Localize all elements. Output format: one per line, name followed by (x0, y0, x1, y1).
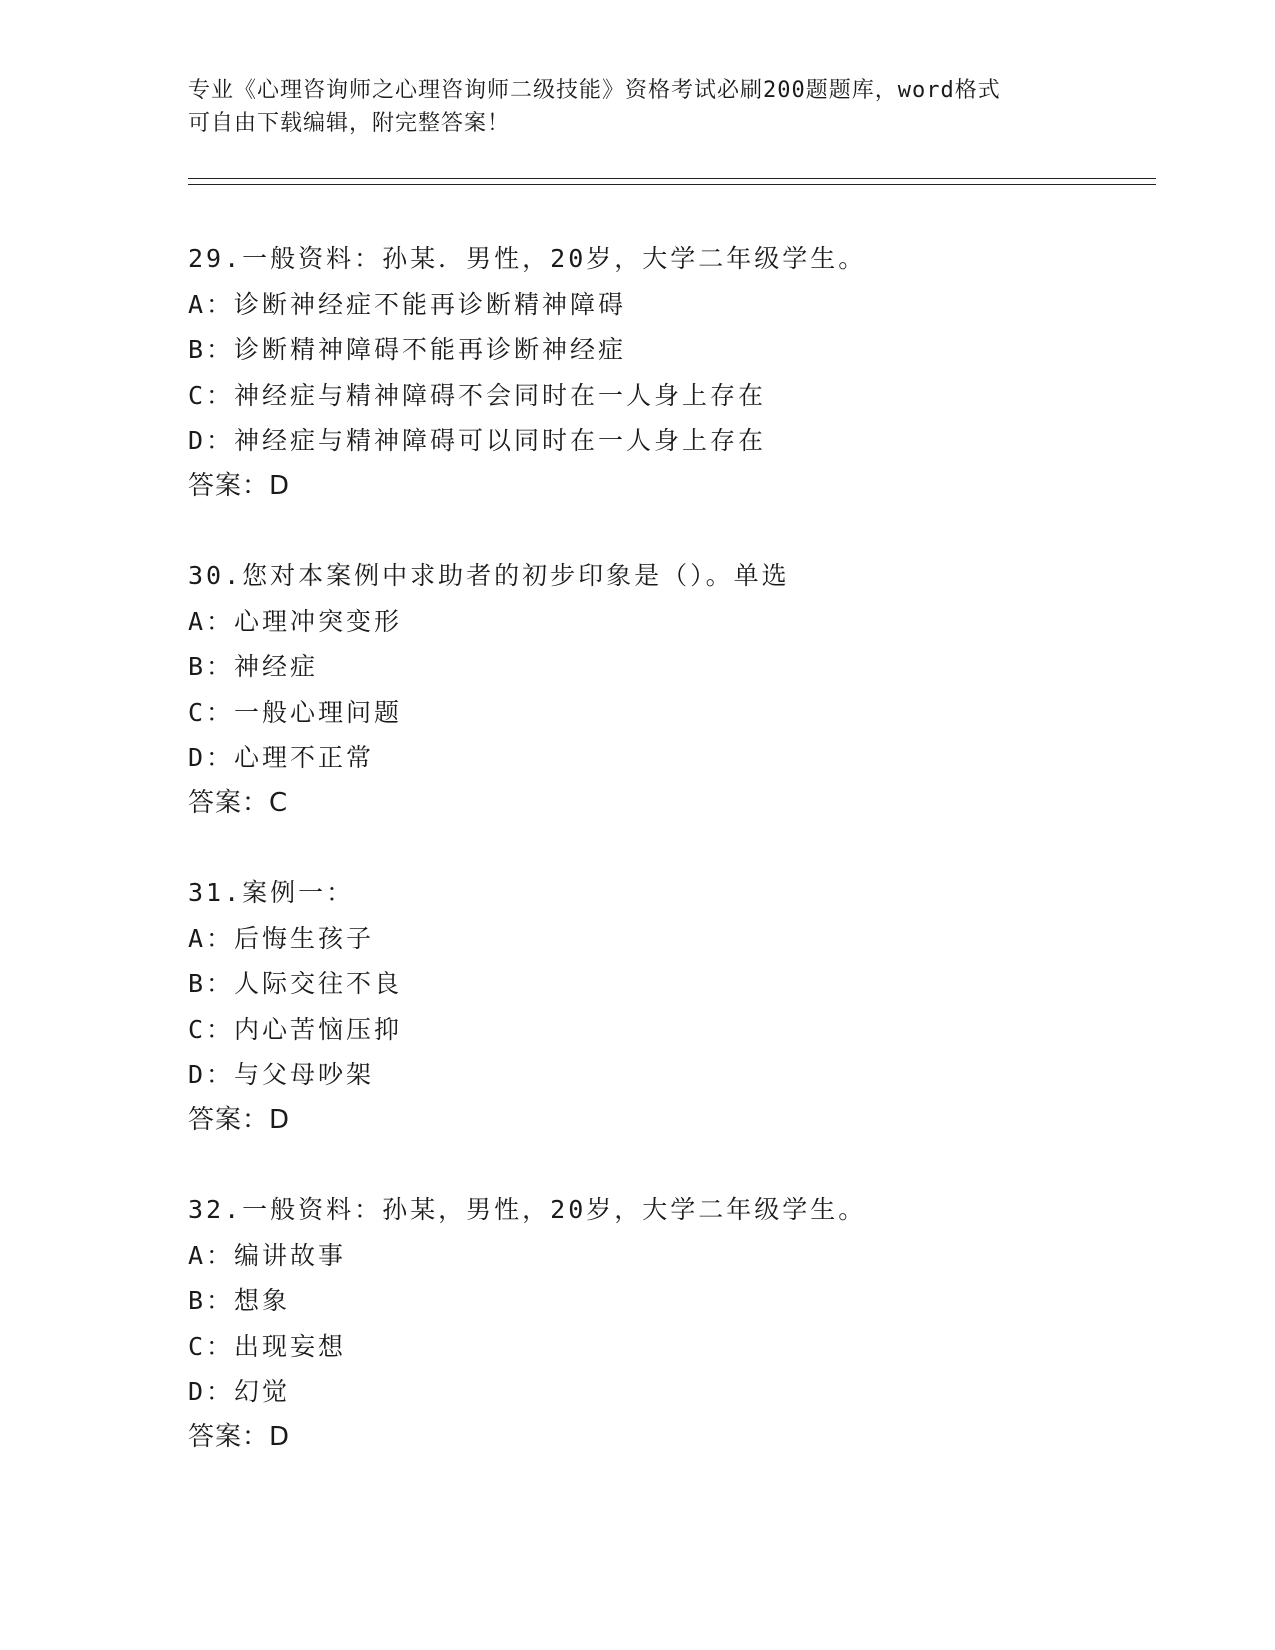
option-c: C：内心苦恼压抑 (188, 1014, 403, 1044)
header-divider (188, 178, 1156, 185)
option-a: A：编讲故事 (188, 1240, 347, 1270)
option-a: A：诊断神经症不能再诊断精神障碍 (188, 289, 627, 319)
answer-line: 答案：D (188, 1421, 291, 1452)
option-b: B：想象 (188, 1286, 291, 1315)
option-c: C：一般心理问题 (188, 697, 403, 727)
question-29 (188, 236, 1148, 509)
question-list (188, 236, 1148, 1504)
option-d: D：心理不正常 (188, 743, 375, 772)
header-line-2: 可自由下载编辑，附完整答案！ (188, 111, 511, 136)
option-a: A：后悔生孩子 (188, 923, 375, 953)
question-30 (188, 553, 1148, 826)
option-b: B：神经症 (188, 652, 319, 681)
option-d: D：与父母吵架 (188, 1060, 375, 1089)
question-stem: 32.一般资料：孙某，男性，20岁，大学二年级学生。 (188, 1195, 867, 1224)
question-stem: 29.一般资料：孙某．男性，20岁，大学二年级学生。 (188, 244, 867, 273)
option-c: C：出现妄想 (188, 1331, 347, 1361)
answer-line: 答案：D (188, 470, 291, 501)
option-c: C：神经症与精神障碍不会同时在一人身上存在 (188, 380, 767, 410)
question-stem: 31.案例一： (188, 878, 355, 907)
question-stem: 30.您对本案例中求助者的初步印象是（）。单选 (188, 561, 790, 590)
option-d: D：神经症与精神障碍可以同时在一人身上存在 (188, 426, 767, 455)
option-a: A：心理冲突变形 (188, 606, 403, 636)
option-b: B：人际交往不良 (188, 969, 403, 998)
option-b: B：诊断精神障碍不能再诊断神经症 (188, 335, 627, 364)
question-32 (188, 1187, 1148, 1460)
answer-line: 答案：C (188, 787, 289, 818)
header-line-1: 专业《心理咨询师之心理咨询师二级技能》资格考试必刷200题题库，word格式 (188, 78, 1001, 103)
option-d: D：幻觉 (188, 1377, 291, 1406)
answer-line: 答案：D (188, 1104, 291, 1135)
question-31 (188, 870, 1148, 1143)
document-header (188, 74, 1088, 140)
